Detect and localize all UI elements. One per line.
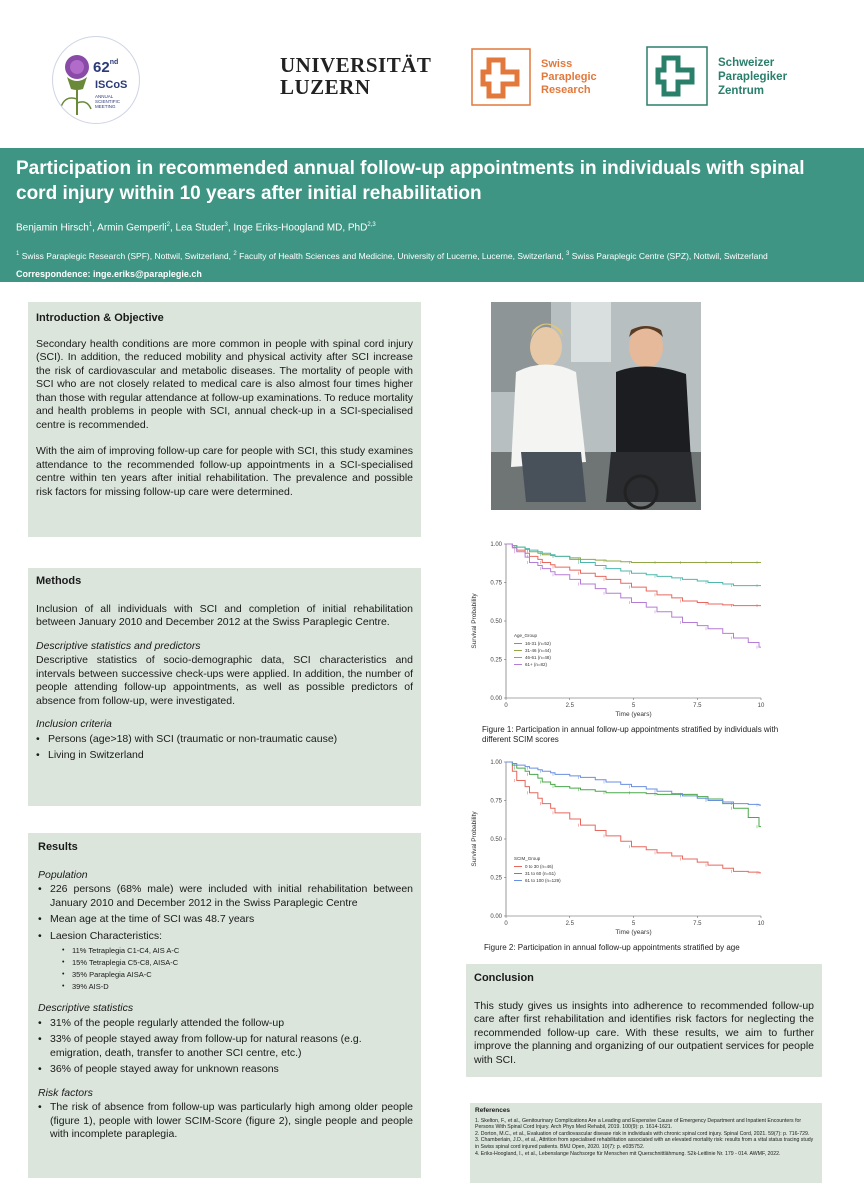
- legend-label: 31-46 (n=44): [525, 648, 551, 653]
- affiliation-text: Swiss Paraplegic Centre (SPZ), Nottwil, Switzerland: [571, 250, 768, 261]
- y-tick-label: 1.00: [490, 760, 502, 766]
- consultation-photo: [491, 302, 701, 510]
- legend-label: 31 to 60 (n=51): [525, 871, 556, 876]
- results-subheading-population: Population: [38, 868, 88, 881]
- poster-title: Participation in recommended annual follow-up appointments in individuals with spinal cord injury within 10 years after initial rehabilitation: [16, 158, 805, 204]
- university-line-2: LUZERN: [280, 75, 371, 99]
- lesion-item: • 35% Paraplegia AISA-C: [38, 970, 413, 980]
- risk-list: [38, 1101, 413, 1142]
- results-subheading-risk: Risk factors: [38, 1086, 93, 1099]
- references-heading: References: [475, 1107, 511, 1114]
- author-affiliation-number: 1: [88, 222, 93, 228]
- y-tick-label: 0.25: [490, 875, 502, 882]
- conclusion-section: [466, 964, 822, 1077]
- affiliations: [16, 249, 856, 261]
- intro-paragraph-2: With the aim of improving follow-up care for people with SCI, this study examines attendance to the recommended follow-up appointments in a SCI-specialised centre within ten years after initial rehabilitation. The prevalence and possible risk factors for missing follow-up care were determined.: [36, 445, 413, 498]
- x-axis-label: Time (years): [615, 929, 652, 936]
- legend-label: 0 to 30 (n=46): [525, 864, 554, 869]
- spz-line-2: Paraplegiker: [718, 71, 788, 83]
- series-line-1: [506, 762, 761, 873]
- author-name: Benjamin Hirsch: [16, 222, 89, 234]
- methods-subheading-descriptive: Descriptive statistics and predictors: [36, 639, 201, 652]
- y-tick-label: 1.00: [490, 542, 502, 548]
- y-axis-label: Survival Probability: [471, 593, 478, 649]
- list-item: • 36% of people stayed away for unknown reasons: [38, 1063, 413, 1077]
- correspondence: Correspondence: inge.eriks@paraplegie.ch: [16, 269, 202, 279]
- spf-line-1: Swiss: [541, 58, 573, 70]
- series-line-4: [506, 544, 761, 647]
- reference-item: 2. Dorton, M.C., et al., Evaluation of cardiovascular disease risk in individuals with chronic spinal cord injury. Spinal Cord, 2021. 59(7): p. 716-729.: [475, 1130, 810, 1137]
- list-item: • Laesion Characteristics:: [38, 930, 413, 944]
- lesion-item: • 39% AIS-D: [38, 982, 413, 992]
- y-tick-label: 0.75: [490, 580, 502, 587]
- university-line-1: UNIVERSITÄT: [280, 53, 432, 77]
- x-tick-label: 2.5: [565, 703, 574, 709]
- list-item: • Persons (age>18) with SCI (traumatic or non-traumatic cause): [36, 733, 413, 747]
- spz-cross-icon: [646, 46, 708, 106]
- x-axis-label: Time (years): [615, 711, 652, 718]
- list-item: • 31% of the people regularly attended the follow-up: [38, 1017, 413, 1031]
- x-tick-label: 7.5: [693, 703, 702, 709]
- x-tick-label: 10: [757, 921, 765, 927]
- descriptive-list: [38, 1017, 413, 1077]
- iscos-logo: [52, 36, 140, 124]
- legend-label: 61+ (n=82): [525, 662, 548, 667]
- x-tick-label: 0: [504, 921, 508, 927]
- reference-item: 3. Chamberlain, J.D., et al., Attrition from specialised rehabilitation associated with an elevated mortality risk: results from a vital status tracing study in Swiss spinal cord injured patients. BMJ Open, 2020. 10(7): p. e035752.: [475, 1137, 814, 1150]
- x-tick-label: 10: [757, 703, 765, 709]
- y-tick-label: 0.00: [490, 914, 502, 920]
- spz-line-1: Schweizer: [718, 57, 775, 69]
- methods-subheading-inclusion: Inclusion criteria: [36, 718, 112, 730]
- conclusion-text: This study gives us insights into adherence to recommended follow-up care after first rehabilitation and identifies risk factors for neglecting the recommended follow-up care. With these results, we aim to further improve the planning and organizing of our outpatient services for people with SCI.: [474, 999, 814, 1066]
- figure-1-caption: Figure 1: Participation in annual follow-up appointments stratified by individuals with different SCIM scores: [482, 725, 779, 744]
- x-tick-label: 5: [631, 703, 636, 709]
- author-affiliation-number: 2: [166, 222, 170, 228]
- lesion-item: • 11% Tetraplegia C1-C4, AIS A-C: [38, 946, 413, 956]
- methods-heading: Methods: [36, 575, 82, 587]
- results-section: [28, 833, 421, 1178]
- y-tick-label: 0.50: [490, 619, 502, 625]
- y-tick-label: 0.00: [490, 696, 502, 702]
- list-item: • Living in Switzerland: [36, 749, 413, 763]
- author-affiliation-number: 2,3: [367, 222, 376, 228]
- affiliation-number: 1: [16, 251, 20, 257]
- iscos-subtitle: ANNUAL SCIENTIFIC MEETING: [95, 94, 121, 109]
- affiliation-number: 3: [566, 251, 570, 257]
- list-item: • Mean age at the time of SCI was 48.7 years: [38, 913, 413, 927]
- author-name: Lea Studer: [175, 222, 225, 234]
- methods-paragraph-1: Inclusion of all individuals with SCI and completion of initial rehabilitation between January 2010 and December 2012 at the Swiss Paraplegic Centre.: [36, 602, 413, 628]
- x-tick-label: 0: [504, 703, 508, 709]
- legend-label: 16-31 (n=52): [525, 641, 551, 646]
- spz-line-3: Zentrum: [718, 85, 764, 97]
- methods-section: [28, 568, 421, 806]
- affiliation-text: Faculty of Health Sciences and Medicine, University of Lucerne, Lucerne, Switzerland,: [239, 250, 564, 261]
- author-name: Armin Gemperli: [97, 222, 167, 234]
- reference-item: 1. Skelton, F., et al., Genitourinary Complications Are a Leading and Expensive Cause of Emergency Department and Inpatient Encounters for Persons With Spinal Cord Injury. Arch Phys Med Rehabil, 2019. 100(9): p. 1614-1621.: [475, 1117, 802, 1131]
- list-item: • 33% of people stayed away from follow-up for natural reasons (e.g. emigration, death, transfer to another SCI centre, etc.): [38, 1033, 413, 1060]
- y-tick-label: 0.25: [490, 657, 502, 664]
- intro-paragraph-1: Secondary health conditions are more common in people with spinal cord injury (SCI). In addition, the reduced mobility and physical activity after SCI increase the risk of cardiovascular and metabolic diseases. The mortality of people with SCI who are not closely related to medical care is also almost four times higher than those with regular attendance at follow-up examinations. To reduce mortality and health problems in people with SCI, annual check-up in a SCI-specialised centre is recommended.: [36, 337, 413, 431]
- legend-title: Age_Group: [514, 633, 538, 638]
- affiliation-text: Swiss Paraplegic Research (SPF), Nottwil, Switzerland,: [21, 250, 231, 261]
- methods-paragraph-2: Descriptive statistics of socio-demographic data, SCI characteristics and intervals between successive check-ups were applied. In addition, the number of people attending follow-up appointments, as well as possible predictors of absence from follow-up, were investigated.: [36, 654, 413, 707]
- population-list: [38, 883, 413, 992]
- results-subheading-descriptive: Descriptive statistics: [38, 1002, 134, 1014]
- legend-label: 61 to 100 (n=129): [525, 878, 561, 883]
- intro-section: [28, 302, 421, 537]
- spf-logo-text: [541, 58, 597, 97]
- university-logo: [280, 54, 431, 98]
- series-line-3: [506, 544, 761, 586]
- list-item: • The risk of absence from follow-up was particularly high among older people (figure 1), people with lower SCIM-Score (figure 2), single people and people with incomplete paraplegia.: [38, 1101, 413, 1142]
- figure-2-chart: [466, 754, 774, 940]
- legend-label: 46-61 (n=48): [525, 655, 551, 660]
- author-list: Benjamin Hirsch$^1$, Armin Gemperli$^2$, Lea Studer$^3$, Inge Eriks-Hoogland MD, PhD$^{2,3}$: [16, 222, 376, 234]
- legend-title: SCIM_Group: [514, 856, 541, 861]
- results-heading: Results: [38, 841, 78, 853]
- iscos-org: ISCoS: [95, 79, 128, 91]
- iscos-suffix: nd: [109, 59, 119, 66]
- y-axis-label: Survival Probability: [471, 811, 478, 867]
- x-tick-label: 5: [631, 921, 636, 927]
- spf-line-3: Research: [541, 84, 591, 96]
- title-band: [0, 148, 864, 282]
- spf-line-2: Paraplegic: [541, 71, 597, 83]
- spz-logo-text: [718, 56, 787, 98]
- reference-item: 4. Eriks-Hoogland, I., et al., Lebenslange Nachsorge für Menschen mit Querschnittlähmung. S2k-Leitlinie Nr. 179 - 014. AWMF, 2022.: [475, 1150, 781, 1157]
- figure-1-chart: [466, 536, 774, 720]
- spf-cross-icon: [471, 48, 531, 106]
- intro-heading: Introduction & Objective: [36, 312, 164, 324]
- affiliation-number: 2: [233, 251, 237, 257]
- x-tick-label: 7.5: [693, 921, 702, 927]
- conclusion-heading: Conclusion: [474, 972, 534, 984]
- y-tick-label: 0.50: [490, 837, 502, 843]
- iscos-number: 62: [93, 59, 110, 76]
- figure-2-caption: Figure 2: Participation in annual follow-up appointments stratified by age: [484, 943, 740, 952]
- x-tick-label: 2.5: [565, 921, 574, 927]
- y-tick-label: 0.75: [490, 798, 502, 805]
- list-item: • 226 persons (68% male) were included with initial rehabilitation between January 2010 and December 2012 in the Swiss Paraplegic Centre: [38, 883, 413, 910]
- references-section: [470, 1103, 822, 1183]
- lesion-item: • 15% Tetraplegia C5-C8, AISA-C: [38, 958, 413, 968]
- author-name: Inge Eriks-Hoogland MD, PhD: [233, 222, 368, 234]
- inclusion-criteria-list: [36, 733, 413, 763]
- author-affiliation-number: 3: [224, 222, 228, 228]
